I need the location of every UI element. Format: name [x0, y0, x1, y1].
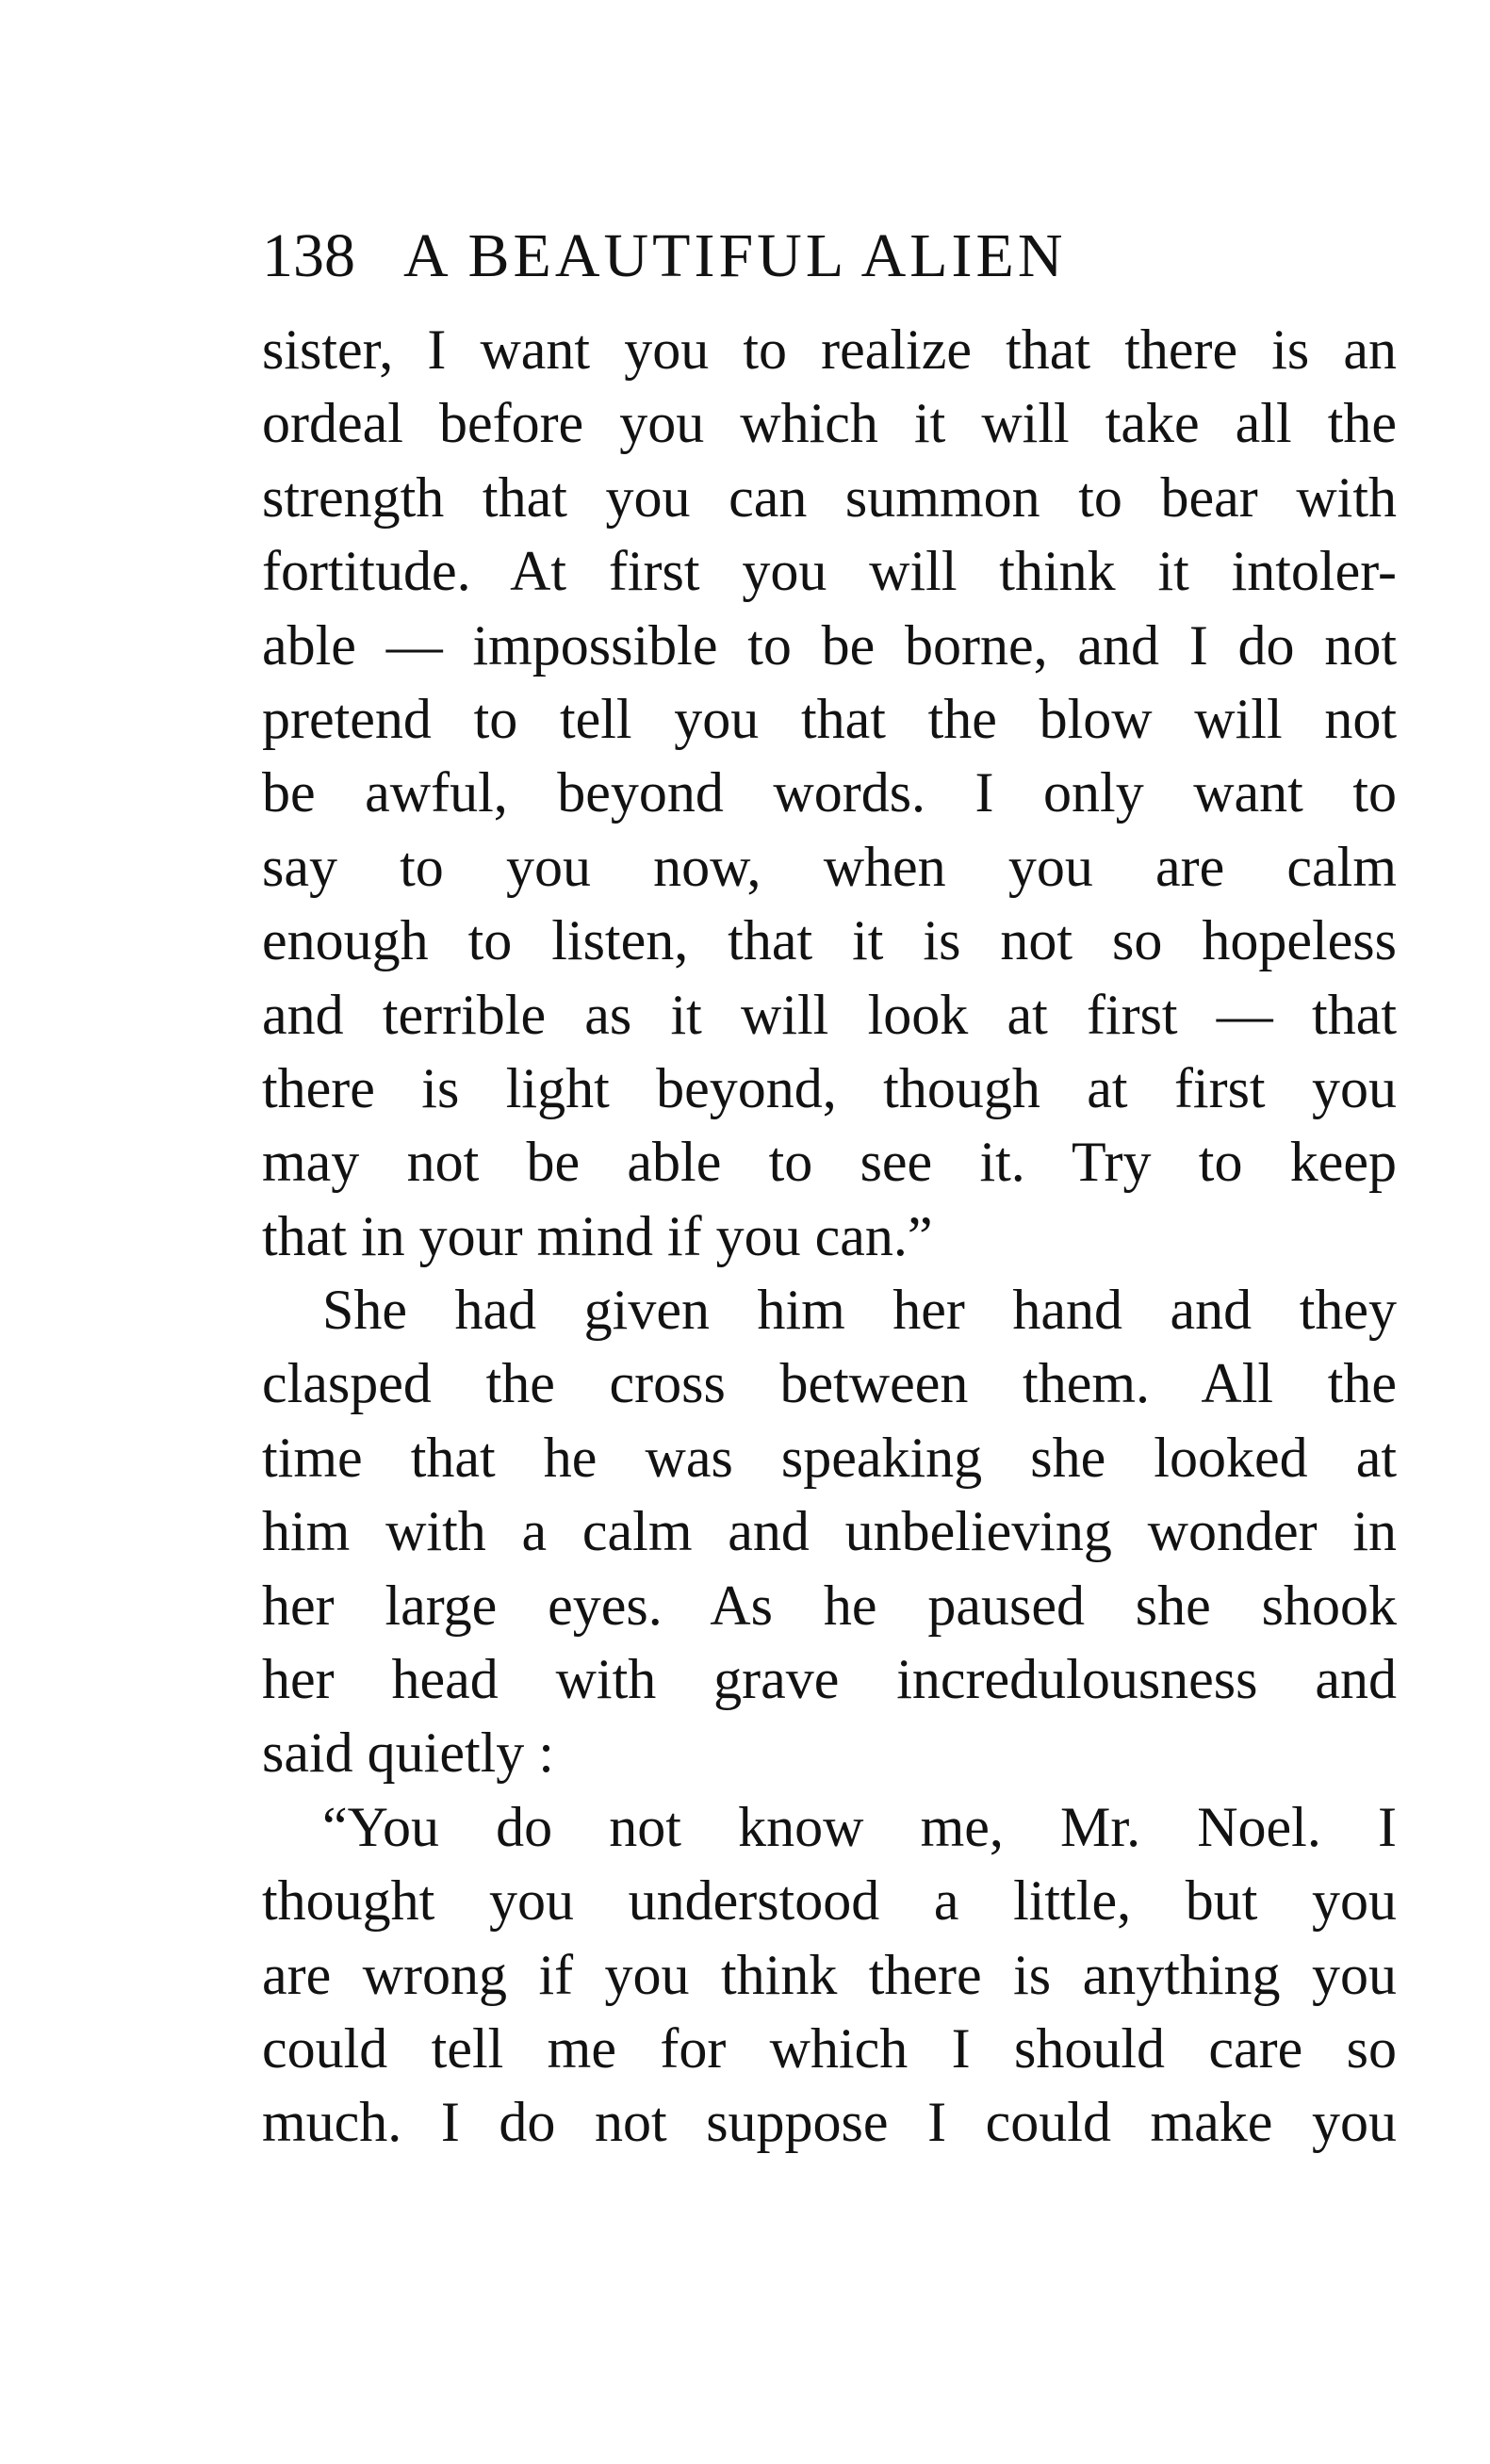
text-line: clasped the cross between them. All the [262, 1352, 1397, 1415]
running-head [262, 219, 1223, 294]
text-line: him with a calm and unbelieving wonder in [262, 1500, 1397, 1563]
paragraph-last-line: that in your mind if you can.” [262, 1204, 933, 1267]
text-line: sister, I want you to realize that there is an [262, 318, 1397, 381]
text-line: her large eyes. As he paused she shook [262, 1574, 1397, 1637]
text-line: are wrong if you think there is anything you [262, 1943, 1397, 2006]
text-line: time that he was speaking she looked at [262, 1426, 1397, 1489]
text-line: her head with grave incredulousness and [262, 1648, 1397, 1711]
text-line: be awful, beyond words. I only want to [262, 761, 1397, 824]
running-title: A BEAUTIFUL ALIEN [403, 221, 1067, 290]
text-line: thought you understood a little, but you [262, 1869, 1397, 1933]
text-line: say to you now, when you are calm [262, 835, 1397, 898]
text-line: could tell me for which I should care so [262, 2016, 1397, 2080]
paragraph-first-line: She had given him her hand and they [322, 1279, 1397, 1342]
paragraph-first-line: “You do not know me, Mr. Noel. I [322, 1795, 1397, 1858]
text-line: may not be able to see it. Try to keep [262, 1131, 1397, 1194]
page-number: 138 [262, 221, 355, 290]
text-line: strength that you can summon to bear with [262, 465, 1397, 529]
paragraph-last-line: said quietly : [262, 1722, 554, 1785]
text-line: pretend to tell you that the blow will not [262, 687, 1397, 750]
text-line: and terrible as it will look at first — that [262, 983, 1397, 1046]
body-text [262, 313, 1397, 2160]
text-line: enough to listen, that it is not so hopeless [262, 909, 1397, 972]
text-line: fortitude. At first you will think it intoler- [262, 540, 1397, 603]
text-line: there is light beyond, though at first you [262, 1056, 1397, 1119]
text-line: ordeal before you which it will take all the [262, 392, 1397, 455]
text-line: much. I do not suppose I could make you [262, 2091, 1397, 2154]
text-line: able — impossible to be borne, and I do not [262, 613, 1397, 677]
